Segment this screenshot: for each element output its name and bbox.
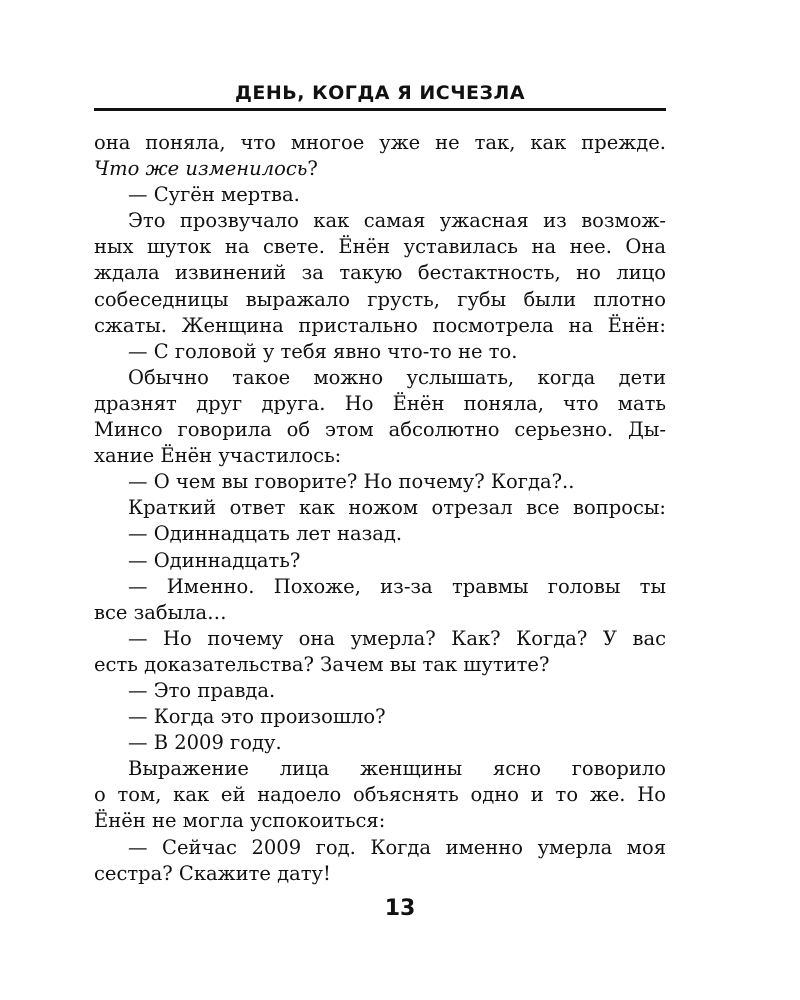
dialogue-line: — Это правда. xyxy=(128,678,276,702)
italic-phrase: Что же изменилось xyxy=(94,157,308,181)
text-line: она поняла, что многое уже не так, как прежде. xyxy=(94,131,666,154)
text-line xyxy=(94,156,666,182)
body-text xyxy=(94,130,666,887)
paragraph-start: Краткий ответ как ножом отрезал все вопросы: xyxy=(128,496,666,520)
text-line: дразнят друг друга. Но Ёнён поняла, что мать xyxy=(94,391,666,415)
dialogue-line: — Сейчас 2009 год. Когда именно умерла моя xyxy=(128,835,666,859)
paragraph-start: Обычно такое можно услышать, когда дети xyxy=(128,365,666,389)
text-line: Минсо говорила об этом абсолютно серьезно. Ды- xyxy=(94,418,666,442)
running-header xyxy=(94,80,666,110)
text-line: Ёнён не могла успокоиться: xyxy=(94,809,386,833)
dialogue-line: — Сугён мертва. xyxy=(128,183,300,207)
text-line: есть доказательства? Зачем вы так шутите? xyxy=(94,652,550,676)
text-line: сжаты. Женщина пристально посмотрела на Ёнён: xyxy=(94,313,666,337)
dialogue-line: — Одиннадцать? xyxy=(128,548,301,572)
dialogue-line: — О чем вы говорите? Но почему? Когда?.. xyxy=(128,470,575,494)
punctuation: ? xyxy=(307,157,318,181)
dialogue-line: — Но почему она умерла? Как? Когда? У вас xyxy=(128,626,666,650)
paragraph-start: Выражение лица женщины ясно говорило xyxy=(128,757,666,781)
text-line: все забыла… xyxy=(94,600,227,624)
dialogue-line: — Именно. Похоже, из-за травмы головы ты xyxy=(128,574,666,598)
text-line: ных шуток на свете. Ёнён уставилась на нее. Она xyxy=(94,235,666,259)
dialogue-line: — Одиннадцать лет назад. xyxy=(128,522,403,546)
text-line: сестра? Скажите дату! xyxy=(94,861,331,885)
text-line: хание Ёнён участилось: xyxy=(94,444,342,468)
dialogue-line: — С головой у тебя явно что-то не то. xyxy=(128,339,518,363)
dialogue-line: — В 2009 году. xyxy=(128,731,282,755)
text-line: собеседницы выражало грусть, губы были плотно xyxy=(94,287,666,311)
book-title: ДЕНЬ, КОГДА Я ИСЧЕЗЛА xyxy=(234,82,526,104)
text-line: ждала извинений за такую бестактность, но лицо xyxy=(94,261,666,285)
dialogue-line: — Когда это произошло? xyxy=(128,705,386,729)
paragraph-start: Это прозвучало как самая ужасная из возмож- xyxy=(128,209,666,233)
page-number: 13 xyxy=(384,896,416,921)
text-line: о том, как ей надоело объяснять одно и то же. Но xyxy=(94,783,666,807)
header-rule xyxy=(94,108,666,111)
